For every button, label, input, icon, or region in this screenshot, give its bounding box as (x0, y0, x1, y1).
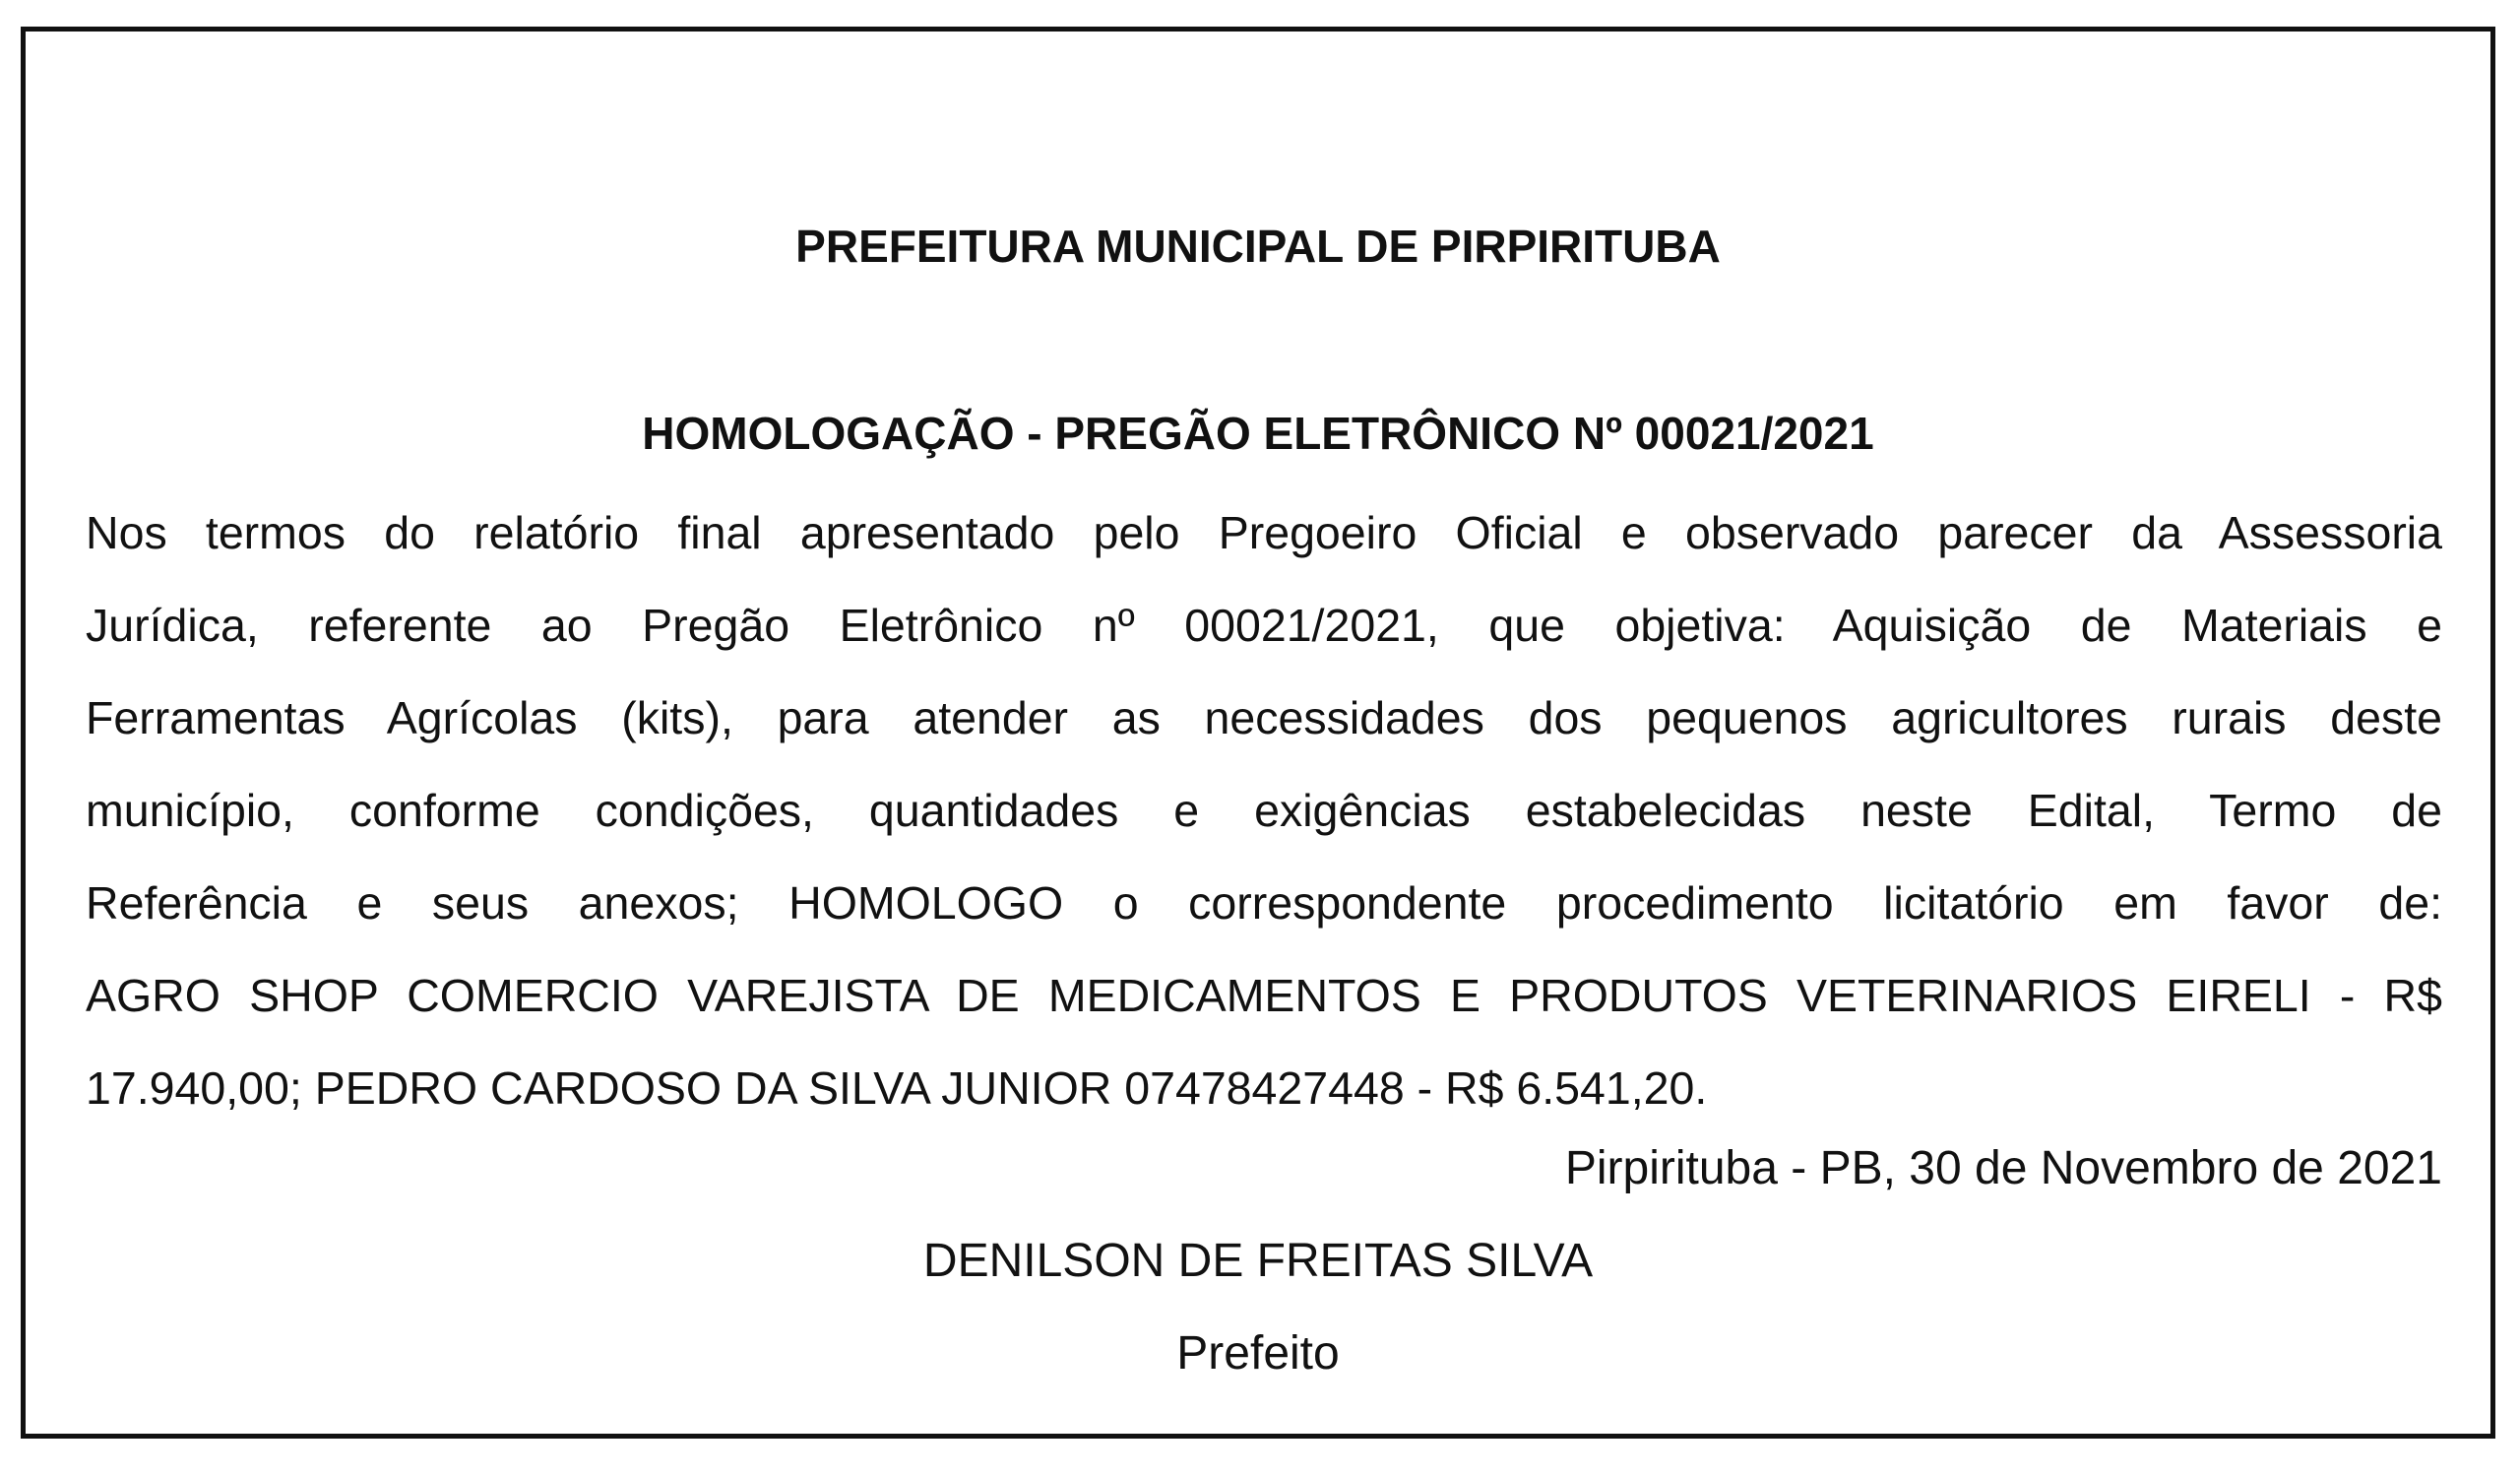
body-line: Nos termos do relatório final apresentado pelo Pregoeiro Oficial e observado parecer da Assessoria (86, 507, 2442, 558)
body-line: Jurídica, referente ao Pregão Eletrônico nº 00021/2021, que objetiva: Aquisição de Materiais e (86, 600, 2442, 651)
notice-subtitle: HOMOLOGAÇÃO - PREGÃO ELETRÔNICO Nº 00021/2021 (642, 408, 1874, 459)
notice-title: PREFEITURA MUNICIPAL DE PIRPIRITUBA (795, 221, 1721, 272)
notice-frame (21, 27, 2495, 1439)
notice-body (86, 486, 2442, 1134)
body-line: Ferramentas Agrícolas (kits), para atender as necessidades dos pequenos agricultores rurais deste (86, 692, 2442, 743)
signer-role: Prefeito (1176, 1327, 1340, 1380)
body-line: Referência e seus anexos; HOMOLOGO o correspondente procedimento licitatório em favor de: (86, 877, 2442, 929)
body-line: município, conforme condições, quantidades e exigências estabelecidas neste Edital, Termo de (86, 785, 2442, 836)
notice-date: Pirpirituba - PB, 30 de Novembro de 2021 (1564, 1142, 2442, 1194)
signer-name: DENILSON DE FREITAS SILVA (922, 1235, 1594, 1287)
body-line: 17.940,00; PEDRO CARDOSO DA SILVA JUNIOR 07478427448 - R$ 6.541,20. (86, 1062, 1708, 1114)
body-line: AGRO SHOP COMERCIO VAREJISTA DE MEDICAMENTOS E PRODUTOS VETERINARIOS EIRELI - R$ (86, 970, 2442, 1021)
